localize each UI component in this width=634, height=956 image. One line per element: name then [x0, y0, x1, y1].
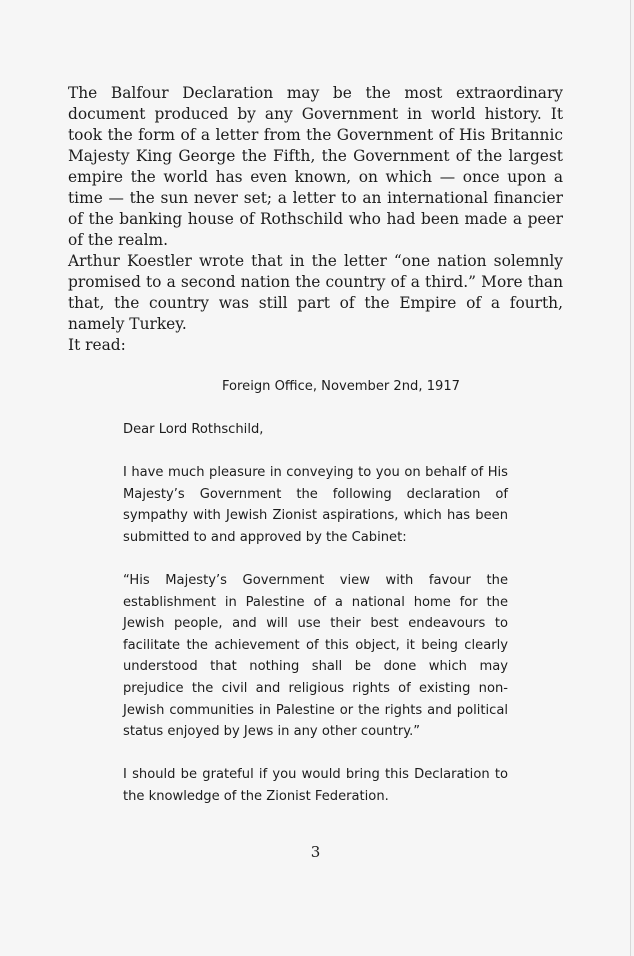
letter-salutation: Dear Lord Rothschild,	[123, 422, 264, 437]
koestler-paragraph: Arthur Koestler wrote that in the letter “one nation solemnly promised to a second nation the country of a third.” More than that, the country was still part of the Empire of a fourth, namely Turkey.	[68, 252, 563, 333]
letter-dateline: Foreign Office, November 2nd, 1917	[221, 379, 461, 394]
page-number: 3	[310, 843, 321, 861]
declaration-quote: “His Majesty’s Government view with favour the establishment in Palestine of a national home for the Jewish people, and will use their best endeavours to facilitate the achievement of this object, it being clearly understood that nothing shall be done which may prejudice the civil and religious rights of existing non-Jewish communities in Palestine or the rights and political status enjoyed by Jews in any other country.”	[123, 573, 508, 740]
letter-closing-paragraph: I should be grateful if you would bring this Declaration to the knowledge of the Zionist Federation.	[123, 767, 508, 804]
intro-paragraph: The Balfour Declaration may be the most extraordinary document produced by any Government in world history. It took the form of a letter from the Government of His Britannic Majesty King George the Fifth, the Government of the largest empire the world has even known, on which — once upon a time — the sun never set; a letter to an international financier of the banking house of Rothschild who had been made a peer of the realm.	[68, 84, 563, 249]
it-read-paragraph: It read:	[68, 336, 126, 354]
letter-body-paragraph: I have much pleasure in conveying to you on behalf of His Majesty’s Government the following declaration of sympathy with Jewish Zionist aspirations, which has been submitted to and approved by the Cabinet:	[123, 465, 508, 545]
